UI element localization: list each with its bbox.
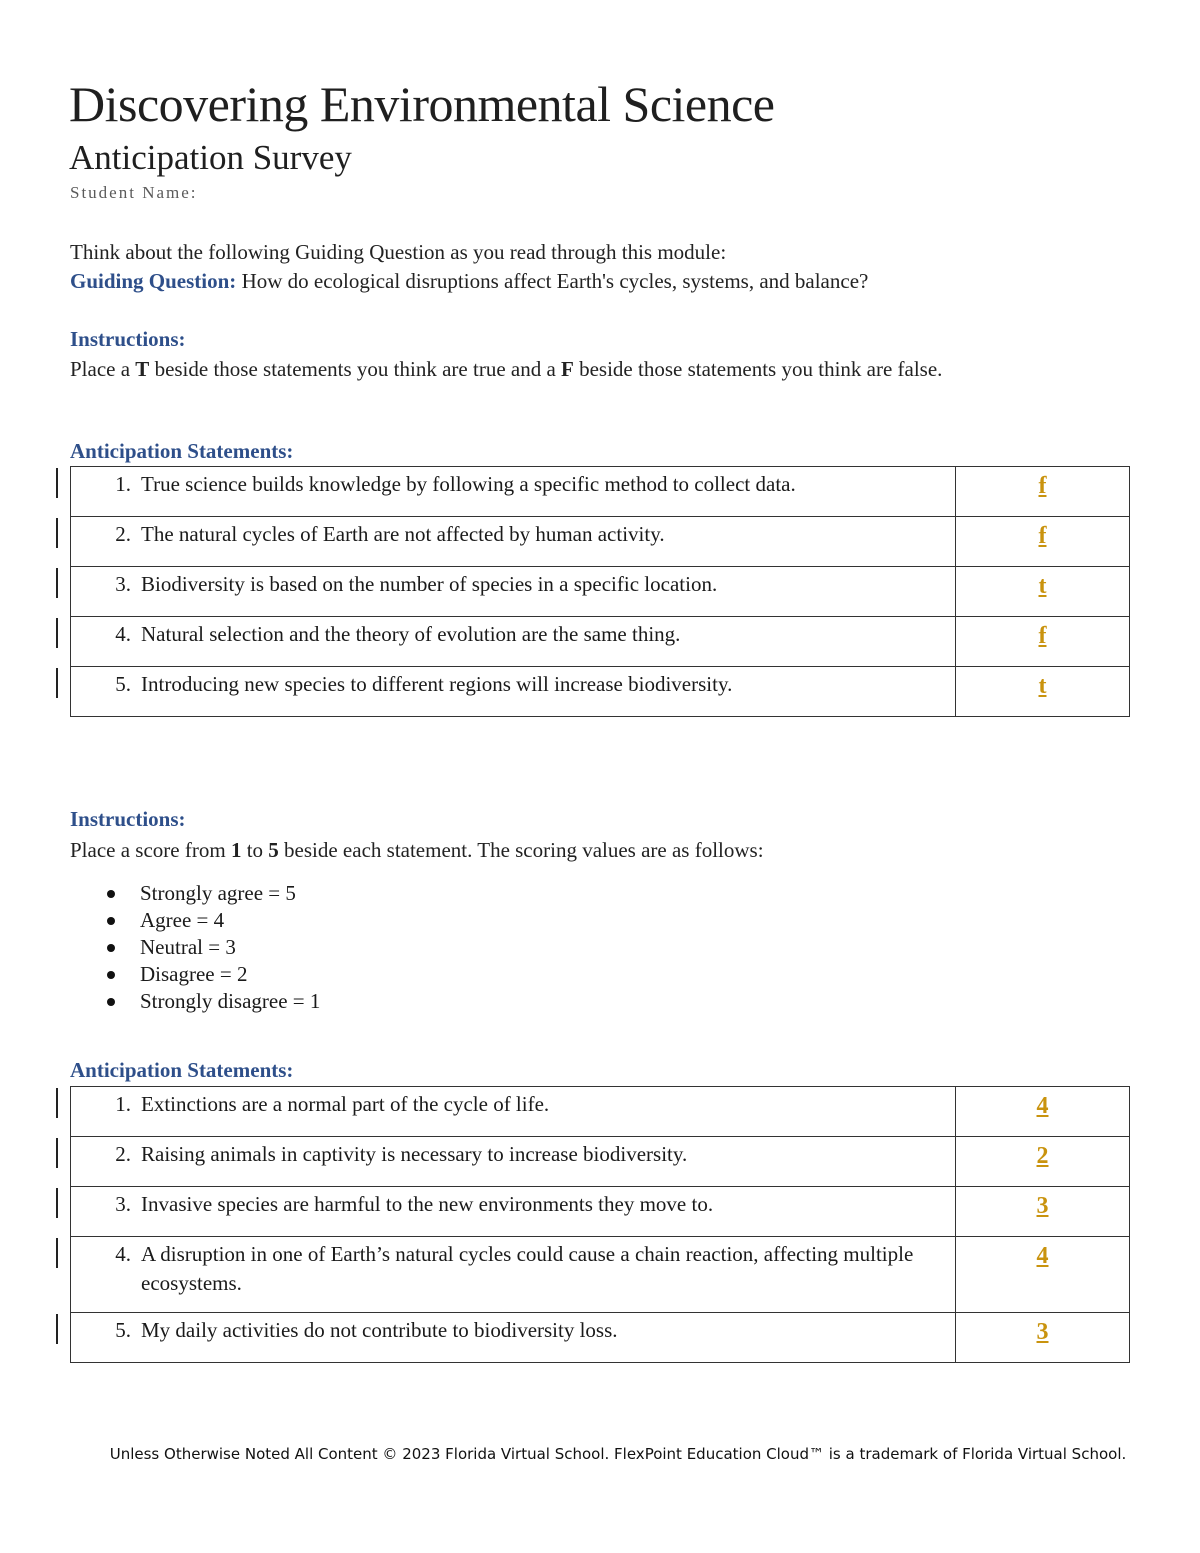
statements-heading-2: Anticipation Statements:	[70, 1058, 294, 1082]
table-row	[71, 667, 1130, 717]
scale-text: Neutral = 3	[140, 935, 236, 959]
statement-cell	[71, 1313, 956, 1363]
answer-value: 3	[1036, 1193, 1049, 1219]
guiding-question-text: How do ecological disruptions affect Earth's cycles, systems, and balance?	[236, 269, 869, 293]
table-row	[71, 1187, 1130, 1237]
statement-text: Invasive species are harmful to the new environments they move to.	[141, 1192, 714, 1216]
statement-cell	[71, 1237, 956, 1313]
table-row	[71, 567, 1130, 617]
scale-text: Strongly disagree = 1	[140, 989, 321, 1013]
true-false-table	[70, 466, 1130, 717]
bullet-icon	[107, 998, 115, 1006]
answer-value: t	[1038, 673, 1047, 699]
answer-value: 3	[1036, 1319, 1049, 1345]
answer-cell[interactable]	[956, 1137, 1130, 1187]
answer-value: 4	[1036, 1093, 1049, 1119]
statement-text: Biodiversity is based on the number of species in a specific location.	[141, 572, 718, 596]
instr-part: Place a score from	[70, 838, 231, 862]
answer-cell[interactable]	[956, 617, 1130, 667]
answer-value: 4	[1036, 1243, 1049, 1269]
answer-value: f	[1038, 523, 1047, 549]
scoring-scale-list	[70, 880, 320, 1015]
answer-cell[interactable]	[956, 1087, 1130, 1137]
answer-cell[interactable]	[956, 1187, 1130, 1237]
statement-text: A disruption in one of Earth’s natural cycles could cause a chain reaction, affecting multiple ecosystems.	[141, 1242, 914, 1295]
statement-cell	[71, 667, 956, 717]
list-item	[70, 934, 320, 961]
revision-bar	[56, 618, 58, 648]
document-subtitle: Anticipation Survey	[69, 138, 352, 177]
revision-bar	[56, 1138, 58, 1168]
instr-part: beside each statement. The scoring values are as follows:	[278, 838, 764, 862]
revision-bar	[56, 468, 58, 498]
statement-text: Introducing new species to different regions will increase biodiversity.	[141, 672, 733, 696]
answer-value: t	[1038, 573, 1047, 599]
table-row	[71, 1137, 1130, 1187]
revision-bar	[56, 1238, 58, 1268]
scale-text: Disagree = 2	[140, 962, 248, 986]
statement-cell	[71, 567, 956, 617]
table-row	[71, 467, 1130, 517]
revision-bar	[56, 1188, 58, 1218]
guiding-question-label: Guiding Question:	[70, 269, 237, 293]
statement-cell	[71, 1137, 956, 1187]
statement-number: 3.	[115, 1192, 131, 1216]
instr-false-letter: F	[561, 357, 574, 381]
instr-part: beside those statements you think are false.	[573, 357, 943, 381]
statement-number: 4.	[115, 1242, 131, 1266]
statement-cell	[71, 617, 956, 667]
statement-number: 5.	[115, 1318, 131, 1342]
answer-cell[interactable]	[956, 517, 1130, 567]
statement-number: 4.	[115, 622, 131, 646]
instr-part: beside those statements you think are true and a	[149, 357, 562, 381]
answer-value: 2	[1036, 1143, 1049, 1169]
table-row	[71, 617, 1130, 667]
statement-text: My daily activities do not contribute to biodiversity loss.	[141, 1318, 618, 1342]
agreement-score-table	[70, 1086, 1130, 1363]
list-item	[70, 880, 320, 907]
statement-text: Natural selection and the theory of evolution are the same thing.	[141, 622, 681, 646]
answer-cell[interactable]	[956, 467, 1130, 517]
document-title: Discovering Environmental Science	[69, 76, 775, 132]
revision-bar	[56, 668, 58, 698]
list-item	[70, 907, 320, 934]
instr-min-score: 1	[230, 838, 242, 862]
instructions-heading-2: Instructions:	[70, 807, 186, 831]
revision-bar	[56, 1088, 58, 1118]
bullet-icon	[107, 917, 115, 925]
revision-bar	[56, 518, 58, 548]
scale-text: Strongly agree = 5	[140, 881, 296, 905]
statement-cell	[71, 517, 956, 567]
statement-number: 1.	[115, 1092, 131, 1116]
instructions-text-1	[70, 355, 942, 383]
bullet-icon	[107, 890, 115, 898]
table-row	[71, 1237, 1130, 1313]
statement-number: 3.	[115, 572, 131, 596]
list-item	[70, 961, 320, 988]
guiding-question-line	[70, 267, 868, 295]
statement-number: 2.	[115, 1142, 131, 1166]
instructions-heading-1: Instructions:	[70, 327, 186, 351]
statement-cell	[71, 1187, 956, 1237]
copyright-footer: Unless Otherwise Noted All Content © 2023 Florida Virtual School. FlexPoint Education Cloud™ is a trademark of Florida Virtual School.	[109, 1445, 1127, 1463]
statement-text: Raising animals in captivity is necessary to increase biodiversity.	[141, 1142, 688, 1166]
table-row	[71, 1313, 1130, 1363]
statements-heading-1: Anticipation Statements:	[70, 439, 294, 463]
bullet-icon	[107, 971, 115, 979]
statement-text: True science builds knowledge by following a specific method to collect data.	[141, 472, 796, 496]
instr-part: to	[241, 838, 269, 862]
instr-max-score: 5	[268, 838, 279, 862]
list-item	[70, 988, 320, 1015]
table-row	[71, 517, 1130, 567]
student-name-label: Student Name:	[70, 183, 198, 202]
scale-text: Agree = 4	[140, 908, 225, 932]
statement-number: 5.	[115, 672, 131, 696]
instructions-text-2	[70, 836, 764, 864]
answer-cell[interactable]	[956, 667, 1130, 717]
bullet-icon	[107, 944, 115, 952]
statement-cell	[71, 1087, 956, 1137]
answer-cell[interactable]	[956, 567, 1130, 617]
statement-text: The natural cycles of Earth are not affected by human activity.	[141, 522, 665, 546]
instr-part: Place a	[70, 357, 136, 381]
statement-cell	[71, 467, 956, 517]
answer-cell[interactable]	[956, 1237, 1130, 1313]
statement-number: 1.	[115, 472, 131, 496]
guiding-intro: Think about the following Guiding Question as you read through this module:	[70, 240, 727, 264]
revision-bar	[56, 1314, 58, 1344]
answer-value: f	[1038, 623, 1047, 649]
answer-cell[interactable]	[956, 1313, 1130, 1363]
revision-bar	[56, 568, 58, 598]
instr-true-letter: T	[135, 357, 150, 381]
table-row	[71, 1087, 1130, 1137]
answer-value: f	[1038, 473, 1047, 499]
statement-text: Extinctions are a normal part of the cycle of life.	[141, 1092, 550, 1116]
statement-number: 2.	[115, 522, 131, 546]
